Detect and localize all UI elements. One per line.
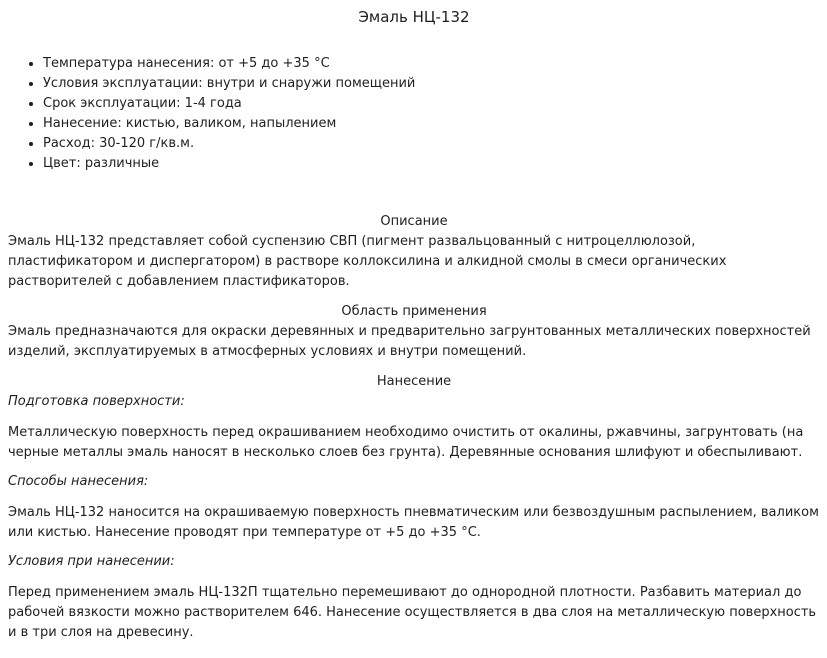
scope-heading: Область применения	[341, 304, 487, 319]
spec-list	[8, 54, 820, 174]
conditions-text: Перед применением эмаль НЦ-132П тщательно перемешивают до однородной плотности. Разбавить материал до рабочей вязкости можно растворителем 646. Нанесение осуществляется в два слоя на металлическую поверхность и в три слоя на древесину.	[8, 585, 817, 640]
description-heading: Описание	[380, 214, 448, 229]
spec-item-color: Цвет: различные	[43, 154, 820, 174]
spec-item-service-life: Срок эксплуатации: 1-4 года	[43, 94, 820, 114]
methods-text: Эмаль НЦ-132 наносится на окрашиваемую поверхность пневматическим или безвоздушным распылением, валиком или кистью. Нанесение проводят при температуре от +5 до +35 °С.	[8, 505, 819, 540]
spec-item-application-method: Нанесение: кистью, валиком, напылением	[43, 114, 820, 134]
methods-label: Способы нанесения:	[8, 474, 149, 489]
scope-text: Эмаль предназначаются для окраски деревянных и предварительно загрунтованных металлических поверхностей изделий, эксплуатируемых в атмосферных условиях и внутри помещений.	[8, 324, 811, 359]
application-heading: Нанесение	[376, 374, 452, 389]
product-page	[8, 0, 820, 643]
spec-item-consumption: Расход: 30-120 г/кв.м.	[43, 134, 820, 154]
surface-prep-text: Металлическую поверхность перед окрашиванием необходимо очистить от окалины, ржавчины, загрунтовать (на черные металлы эмаль наносят в несколько слоев без грунта). Деревянные основания шлифуют и обеспыливают.	[8, 425, 804, 460]
spec-item-temperature: Температура нанесения: от +5 до +35 °С	[43, 54, 820, 74]
page-title: Эмаль НЦ-132	[358, 8, 470, 26]
description-text: Эмаль НЦ-132 представляет собой суспензию СВП (пигмент развальцованный с нитроцеллюлозой, пластификатором и диспергатором) в растворе коллоксилина и алкидной смолы в смеси органических растворителей с добавлением пластификаторов.	[8, 234, 727, 289]
conditions-label: Условия при нанесении:	[8, 554, 175, 569]
surface-prep-label: Подготовка поверхности:	[8, 394, 185, 409]
spec-item-conditions: Условия эксплуатации: внутри и снаружи помещений	[43, 74, 820, 94]
